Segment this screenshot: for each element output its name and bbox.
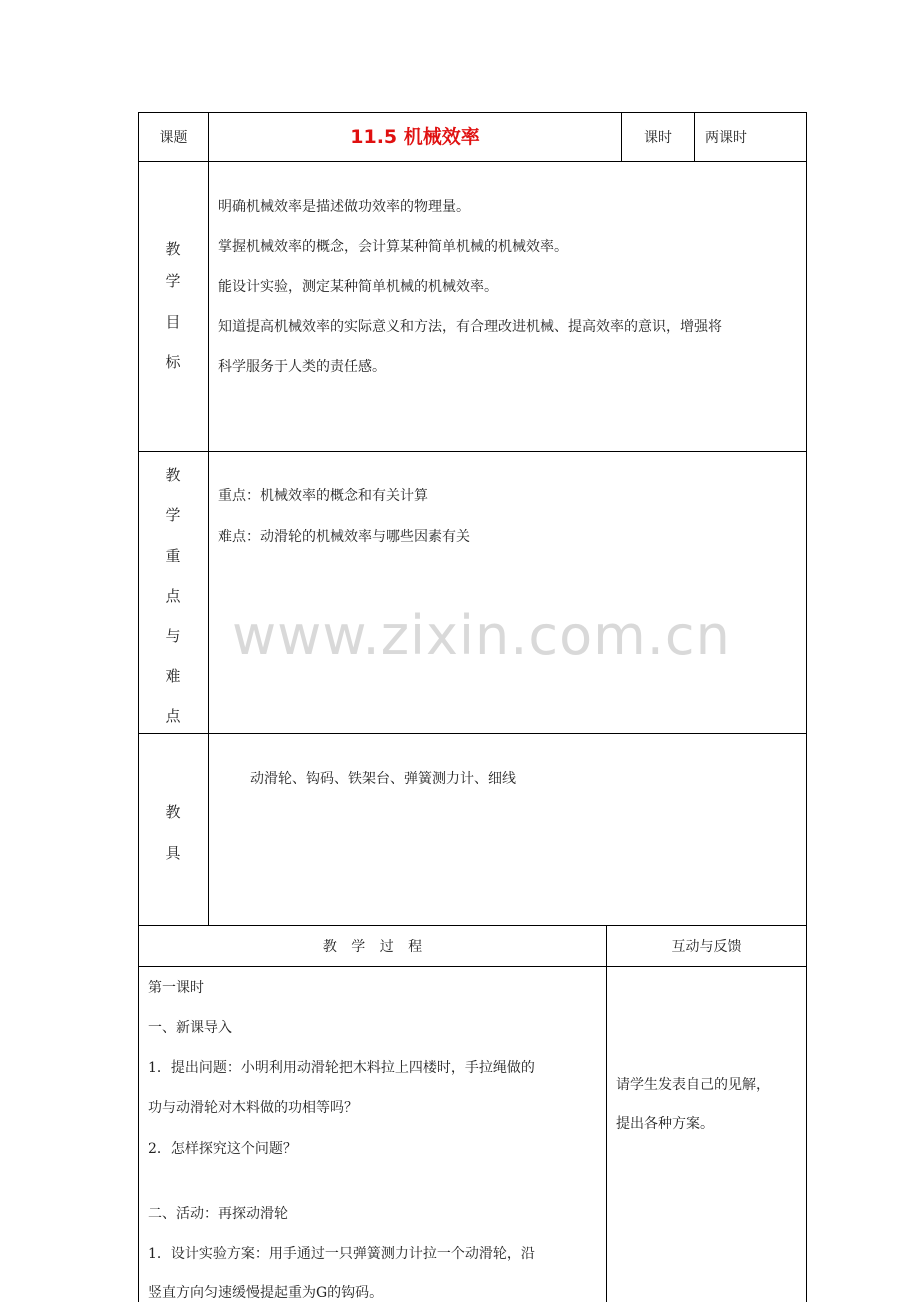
row-divider xyxy=(138,925,807,926)
feedback-line: 提出各种方案。 xyxy=(616,1116,714,1132)
process-line: 竖直方向匀速缓慢提起重为G的钩码。 xyxy=(148,1285,384,1301)
objective-line: 明确机械效率是描述做功效率的物理量。 xyxy=(218,199,470,215)
row-divider xyxy=(138,966,807,967)
period-label: 课时 xyxy=(644,130,672,146)
header-divider xyxy=(694,112,695,162)
lesson-title: 11.5 机械效率 xyxy=(350,126,480,148)
process-line: 1．设计实验方案：用手通过一只弹簧测力计拉一个动滑轮，沿 xyxy=(148,1246,535,1262)
objective-line: 知道提高机械效率的实际意义和方法，有合理改进机械、提高效率的意识，增强将 xyxy=(218,319,722,335)
process-line: 2．怎样探究这个问题？ xyxy=(148,1141,297,1157)
watermark: www.zixin.com.cn xyxy=(232,604,731,667)
process-line: 一、新课导入 xyxy=(148,1020,232,1036)
label-column-divider xyxy=(208,112,209,926)
topic-label: 课题 xyxy=(159,130,188,146)
objective-line: 能设计实验，测定某种简单机械的机械效率。 xyxy=(218,279,498,295)
feedback-header: 互动与反馈 xyxy=(671,939,742,955)
key-point-line: 重点：机械效率的概念和有关计算 xyxy=(218,488,428,504)
difficulty-line: 难点：动滑轮的机械效率与哪些因素有关 xyxy=(218,529,470,545)
row-divider xyxy=(138,733,807,734)
tools-list: 动滑轮、钩码、铁架台、弹簧测力计、细线 xyxy=(250,771,516,787)
process-column-divider xyxy=(606,925,607,1302)
period-value: 两课时 xyxy=(705,130,747,146)
process-line: 功与动滑轮对木料做的功相等吗？ xyxy=(148,1100,358,1116)
objective-line: 掌握机械效率的概念，会计算某种简单机械的机械效率。 xyxy=(218,239,568,255)
row-divider xyxy=(138,451,807,452)
process-line: 1．提出问题：小明利用动滑轮把木料拉上四楼时，手拉绳做的 xyxy=(148,1060,535,1076)
feedback-line: 请学生发表自己的见解， xyxy=(616,1077,770,1093)
objective-line: 科学服务于人类的责任感。 xyxy=(218,359,386,375)
process-header: 教 学 过 程 xyxy=(322,939,423,955)
table-top-border xyxy=(138,112,807,113)
process-line: 二、活动：再探动滑轮 xyxy=(148,1206,288,1222)
process-line: 第一课时 xyxy=(148,980,204,996)
table-right-border xyxy=(806,112,807,1302)
row-divider xyxy=(138,161,807,162)
